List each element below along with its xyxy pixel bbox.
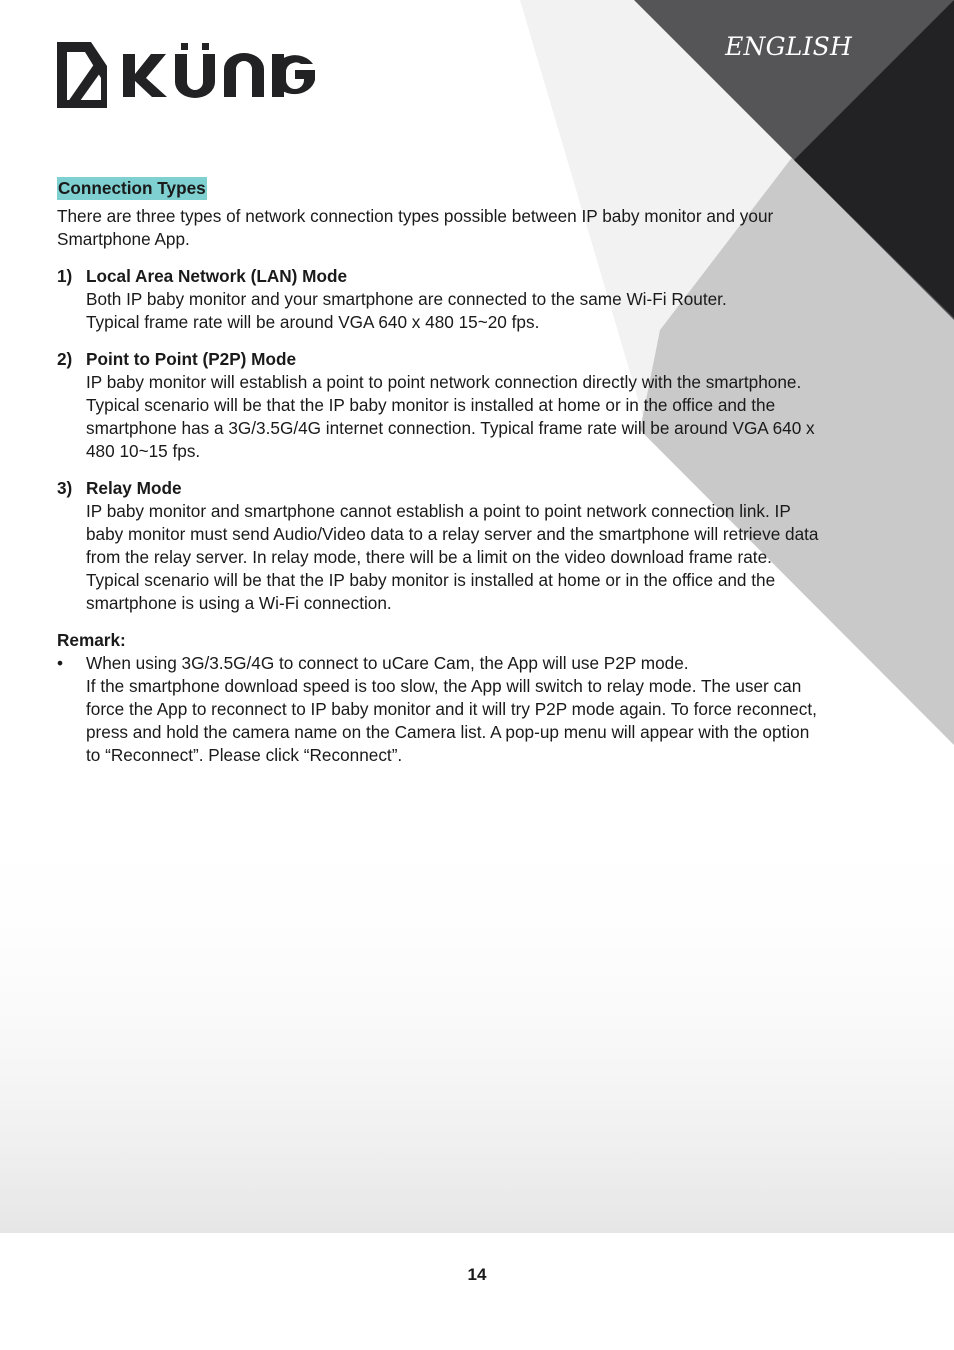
mode-number: 1) bbox=[57, 266, 73, 286]
mode-text: Typical frame rate will be around VGA 640 x 480 15~20 fps. bbox=[86, 312, 540, 332]
remark-section bbox=[57, 629, 827, 767]
mode-text: IP baby monitor will establish a point to point network connection directly with the smartphone. bbox=[86, 372, 802, 392]
mode-number: 2) bbox=[57, 349, 73, 369]
document-body bbox=[57, 177, 827, 767]
remark-text: If the smartphone download speed is too slow, the App will switch to relay mode. The user can force the App to reconnect to IP baby monitor and it will try P2P mode again. To force reconnect, press and hold the camera name on the Camera list. A pop-up menu will appear with the option to “Reconnect”. Please click “Reconnect”. bbox=[86, 676, 817, 765]
intro-paragraph: There are three types of network connection types possible between IP baby monitor and your Smartphone App. bbox=[57, 206, 774, 249]
footer-area bbox=[0, 1233, 954, 1350]
mode-title: Relay Mode bbox=[86, 478, 182, 498]
mode-text: Typical scenario will be that the IP baby monitor is installed at home or in the office and the smartphone has a 3G/3.5G/4G internet connection. Typical frame rate will be around VGA 640 x 480 10~15 fps. bbox=[86, 395, 815, 461]
mode-number: 3) bbox=[57, 478, 73, 498]
remark-label: Remark: bbox=[57, 630, 126, 650]
konig-logo bbox=[57, 40, 319, 115]
language-label: ENGLISH bbox=[725, 32, 852, 61]
page-number: 14 bbox=[467, 1265, 487, 1284]
konig-logo-graphic bbox=[57, 40, 319, 110]
mode-item-relay bbox=[57, 477, 827, 615]
mode-title: Local Area Network (LAN) Mode bbox=[86, 266, 348, 286]
mode-text: Both IP baby monitor and your smartphone are connected to the same Wi-Fi Router. bbox=[86, 289, 727, 309]
mode-title: Point to Point (P2P) Mode bbox=[86, 349, 297, 369]
mode-item-lan bbox=[57, 265, 827, 334]
bottom-fade bbox=[0, 820, 954, 1233]
remark-bullet bbox=[57, 652, 827, 767]
remark-text: When using 3G/3.5G/4G to connect to uCare Cam, the App will use P2P mode. bbox=[86, 653, 689, 673]
mode-text: IP baby monitor and smartphone cannot establish a point to point network connection link. IP baby monitor must send Audio/Video data to a relay server and the smartphone will retrieve data from the relay server. In relay mode, there will be a limit on the video download frame rate. Typical scenario will be that the IP baby monitor is installed at home or in the office and the smartphone is using a Wi-Fi connection. bbox=[86, 501, 819, 613]
mode-item-p2p bbox=[57, 348, 827, 463]
section-heading: Connection Types bbox=[58, 178, 206, 198]
bullet-icon: • bbox=[57, 653, 64, 673]
